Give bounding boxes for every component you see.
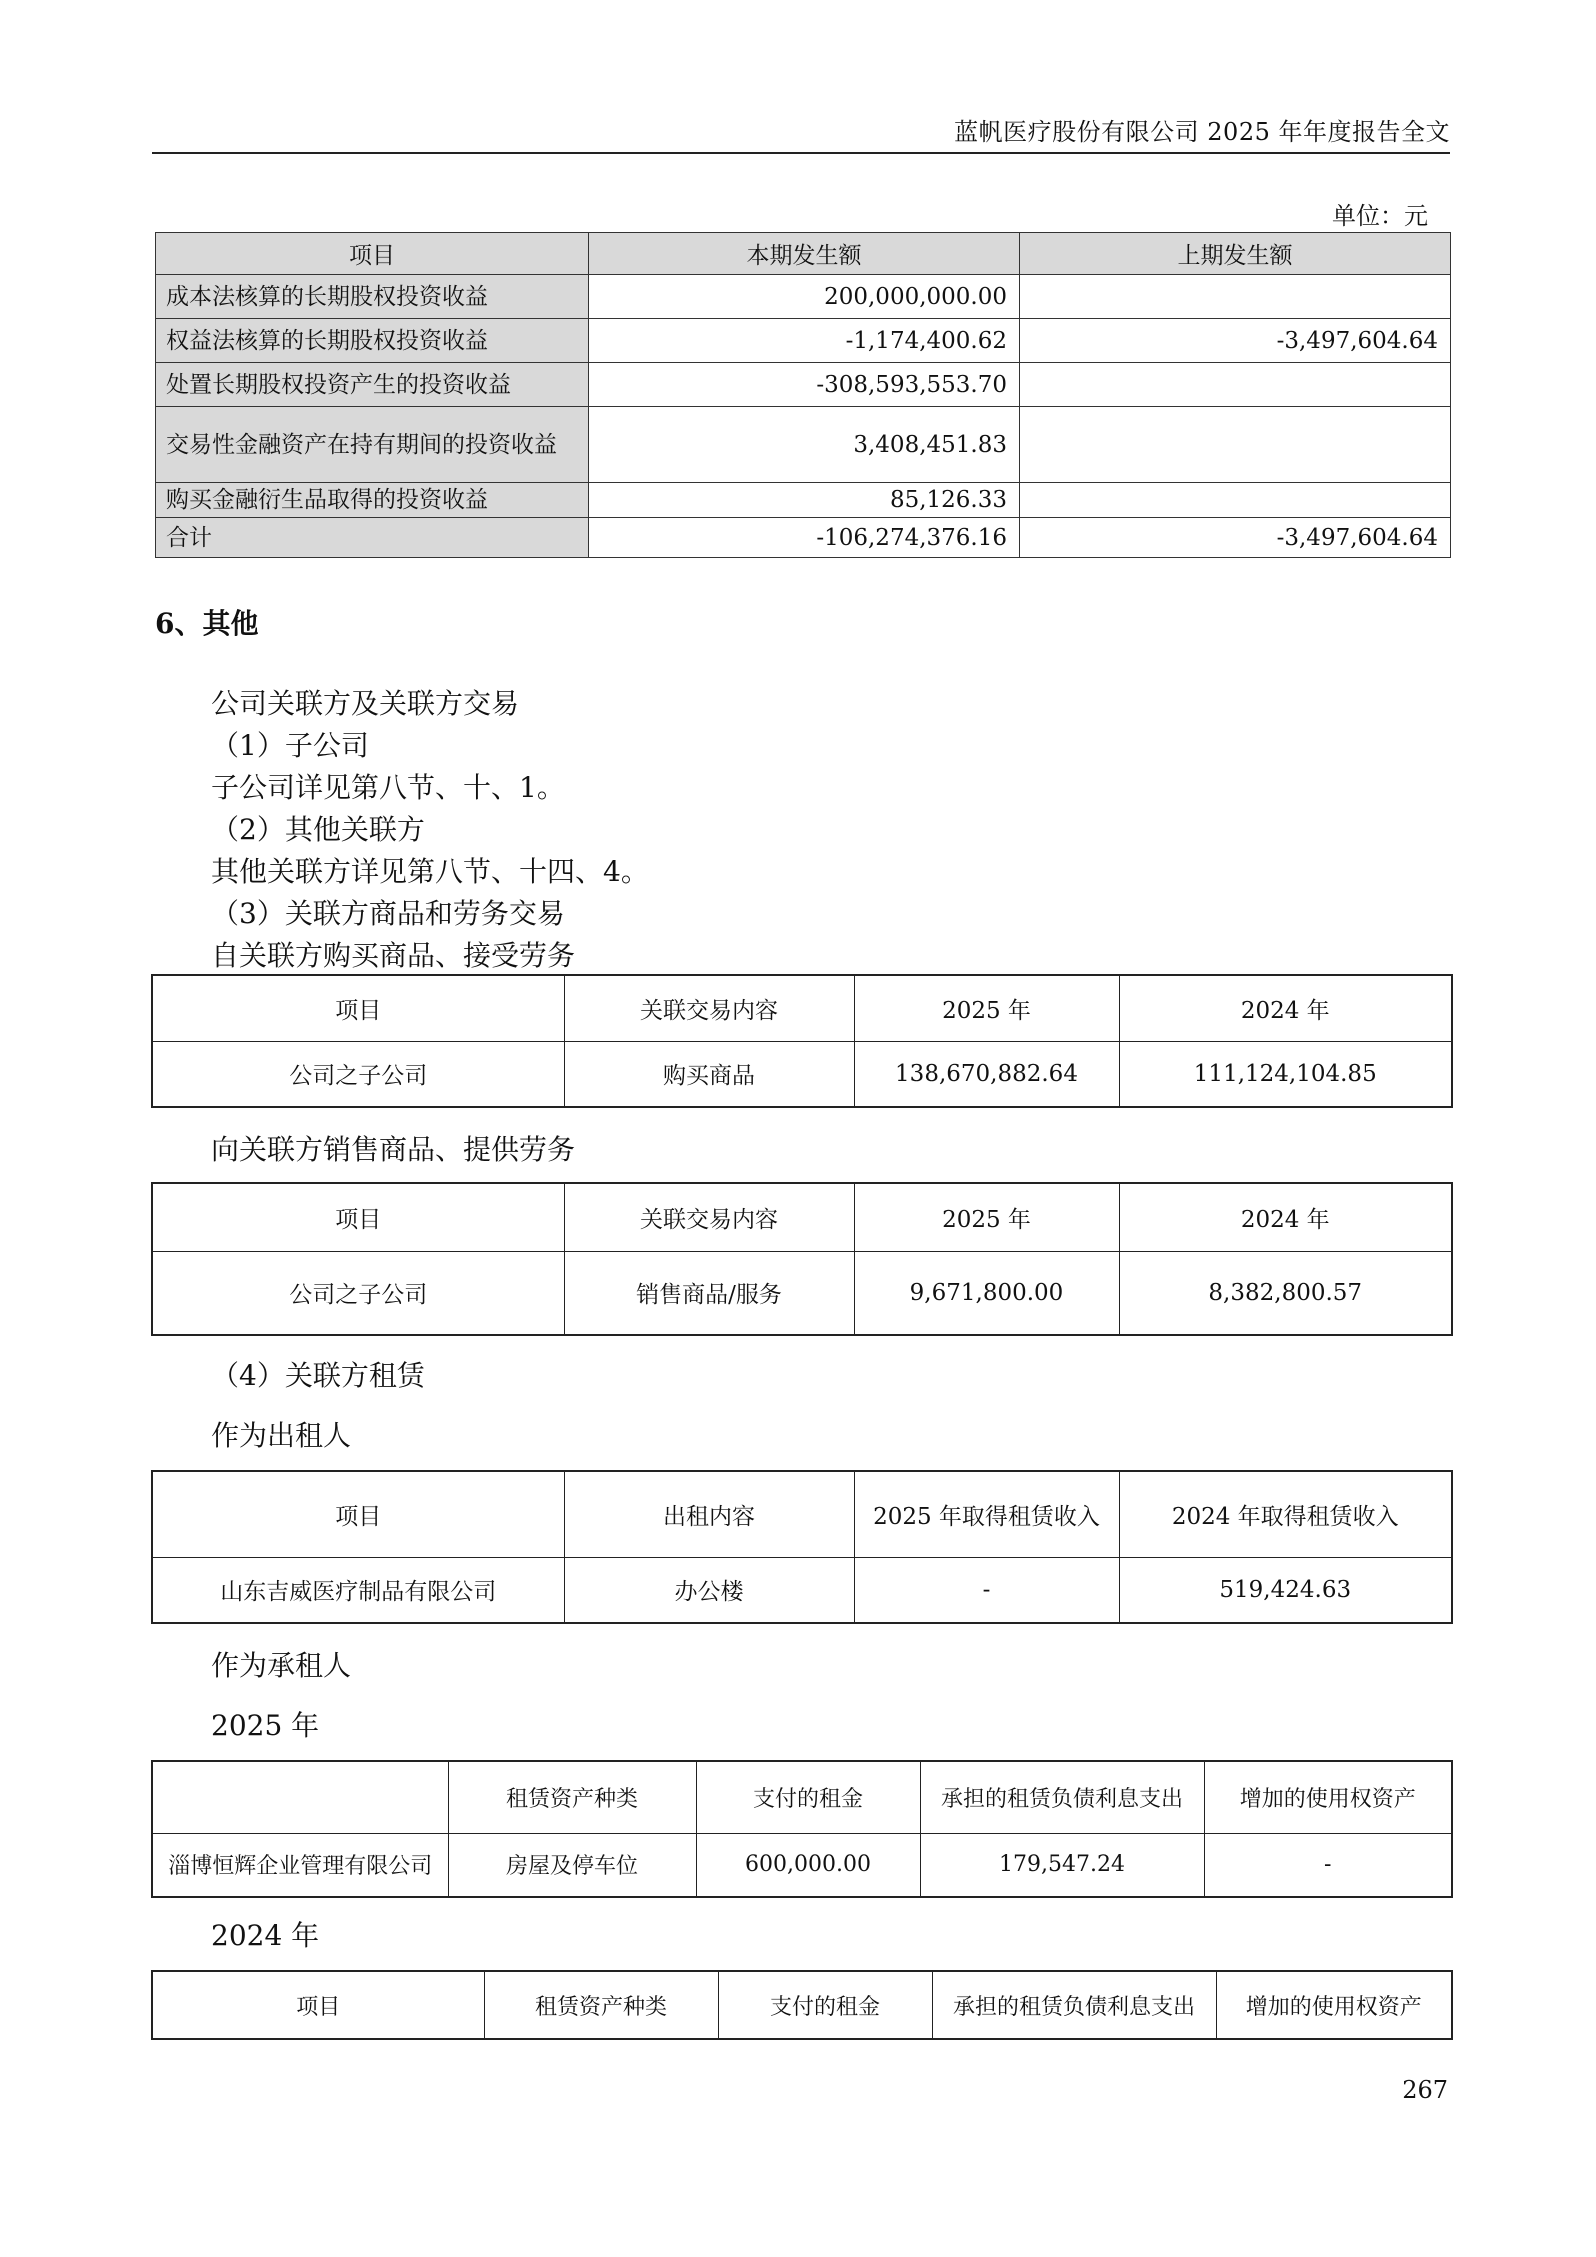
purchase-table	[151, 974, 1453, 1108]
header-cell: 租赁资产种类	[448, 1761, 696, 1833]
item-cell: 权益法核算的长期股权投资收益	[156, 319, 589, 363]
lessee-caption: 作为承租人	[211, 1649, 352, 1682]
header-cell: 关联交易内容	[564, 975, 854, 1041]
sales-caption: 向关联方销售商品、提供劳务	[211, 1133, 576, 1166]
table-row	[152, 1251, 1452, 1335]
header-cell: 2024 年取得租赁收入	[1119, 1471, 1452, 1557]
unit-label: 单位：元	[1332, 202, 1428, 230]
content-cell: 购买商品	[564, 1041, 854, 1107]
prior-period-cell: -3,497,604.64	[1020, 319, 1451, 363]
lessee-2025-table	[151, 1760, 1453, 1898]
sales-table	[151, 1182, 1453, 1336]
header-cell: 关联交易内容	[564, 1183, 854, 1251]
table-header-row	[156, 233, 1451, 275]
party-cell: 公司之子公司	[152, 1251, 564, 1335]
table-row	[156, 407, 1451, 483]
table-row	[156, 275, 1451, 319]
header-cell: 支付的租金	[718, 1971, 932, 2039]
prior-period-cell	[1020, 275, 1451, 319]
item-cell: 处置长期股权投资产生的投资收益	[156, 363, 589, 407]
paragraph-line: 其他关联方详见第八节、十四、4。	[211, 855, 649, 888]
header-cell: 本期发生额	[589, 233, 1020, 275]
lessee-2025-caption: 2025 年	[211, 1709, 320, 1742]
table-header-row	[152, 1761, 1452, 1833]
header-cell: 项目	[152, 975, 564, 1041]
value-2024-cell: 519,424.63	[1119, 1557, 1452, 1623]
current-period-cell: -308,593,553.70	[589, 363, 1020, 407]
paragraph-line: 公司关联方及关联方交易	[211, 687, 520, 720]
prior-period-cell	[1020, 483, 1451, 518]
table-row	[152, 1041, 1452, 1107]
value-2025-cell: -	[854, 1557, 1119, 1623]
lessor-table	[151, 1470, 1453, 1624]
table-row	[152, 1557, 1452, 1623]
lessee-2024-caption: 2024 年	[211, 1919, 320, 1952]
header-cell	[152, 1761, 448, 1833]
prior-period-cell	[1020, 363, 1451, 407]
header-cell: 项目	[152, 1183, 564, 1251]
paragraph-line: （1）子公司	[211, 729, 369, 762]
prior-period-cell: -3,497,604.64	[1020, 518, 1451, 558]
header-cell: 增加的使用权资产	[1216, 1971, 1452, 2039]
header-cell: 承担的租赁负债利息支出	[920, 1761, 1204, 1833]
asset-type-cell: 房屋及停车位	[448, 1833, 696, 1897]
item-cell: 购买金融衍生品取得的投资收益	[156, 483, 589, 518]
right-of-use-cell: -	[1204, 1833, 1452, 1897]
value-2024-cell: 8,382,800.57	[1119, 1251, 1452, 1335]
table-total-row	[156, 518, 1451, 558]
paragraph-line: 自关联方购买商品、接受劳务	[211, 939, 576, 972]
current-period-cell: 200,000,000.00	[589, 275, 1020, 319]
lease-heading: （4）关联方租赁	[211, 1359, 425, 1392]
section-title: 6、其他	[155, 607, 259, 640]
table-row	[152, 1833, 1452, 1897]
content-cell: 销售商品/服务	[564, 1251, 854, 1335]
value-2025-cell: 9,671,800.00	[854, 1251, 1119, 1335]
table-header-row	[152, 1471, 1452, 1557]
current-period-cell: -106,274,376.16	[589, 518, 1020, 558]
paragraph-line: （2）其他关联方	[211, 813, 425, 846]
header-cell: 2025 年取得租赁收入	[854, 1471, 1119, 1557]
item-cell: 合计	[156, 518, 589, 558]
table-header-row	[152, 1971, 1452, 2039]
header-cell: 2024 年	[1119, 975, 1452, 1041]
current-period-cell: 85,126.33	[589, 483, 1020, 518]
item-cell: 成本法核算的长期股权投资收益	[156, 275, 589, 319]
content-cell: 办公楼	[564, 1557, 854, 1623]
header-cell: 支付的租金	[696, 1761, 920, 1833]
header-divider	[152, 152, 1450, 154]
header-cell: 承担的租赁负债利息支出	[932, 1971, 1216, 2039]
report-header-title: 蓝帆医疗股份有限公司 2025 年年度报告全文	[954, 118, 1450, 146]
paragraph-line: 子公司详见第八节、十、1。	[211, 771, 565, 804]
interest-expense-cell: 179,547.24	[920, 1833, 1204, 1897]
prior-period-cell	[1020, 407, 1451, 483]
page-number: 267	[1402, 2076, 1448, 2104]
current-period-cell: 3,408,451.83	[589, 407, 1020, 483]
header-cell: 项目	[156, 233, 589, 275]
header-cell: 租赁资产种类	[484, 1971, 718, 2039]
table-row	[156, 319, 1451, 363]
paragraph-line: （3）关联方商品和劳务交易	[211, 897, 565, 930]
header-cell: 增加的使用权资产	[1204, 1761, 1452, 1833]
item-cell: 交易性金融资产在持有期间的投资收益	[156, 407, 589, 483]
table-header-row	[152, 975, 1452, 1041]
table-row	[156, 363, 1451, 407]
lessor-caption: 作为出租人	[211, 1419, 352, 1452]
header-cell: 项目	[152, 1971, 484, 2039]
header-cell: 2025 年	[854, 1183, 1119, 1251]
party-cell: 山东吉威医疗制品有限公司	[152, 1557, 564, 1623]
rent-paid-cell: 600,000.00	[696, 1833, 920, 1897]
value-2024-cell: 111,124,104.85	[1119, 1041, 1452, 1107]
investment-income-table	[155, 232, 1451, 558]
table-row	[156, 483, 1451, 518]
table-header-row	[152, 1183, 1452, 1251]
party-cell: 淄博恒辉企业管理有限公司	[152, 1833, 448, 1897]
current-period-cell: -1,174,400.62	[589, 319, 1020, 363]
value-2025-cell: 138,670,882.64	[854, 1041, 1119, 1107]
lessee-2024-table	[151, 1970, 1453, 2040]
header-cell: 项目	[152, 1471, 564, 1557]
header-cell: 2025 年	[854, 975, 1119, 1041]
party-cell: 公司之子公司	[152, 1041, 564, 1107]
header-cell: 上期发生额	[1020, 233, 1451, 275]
header-cell: 2024 年	[1119, 1183, 1452, 1251]
header-cell: 出租内容	[564, 1471, 854, 1557]
